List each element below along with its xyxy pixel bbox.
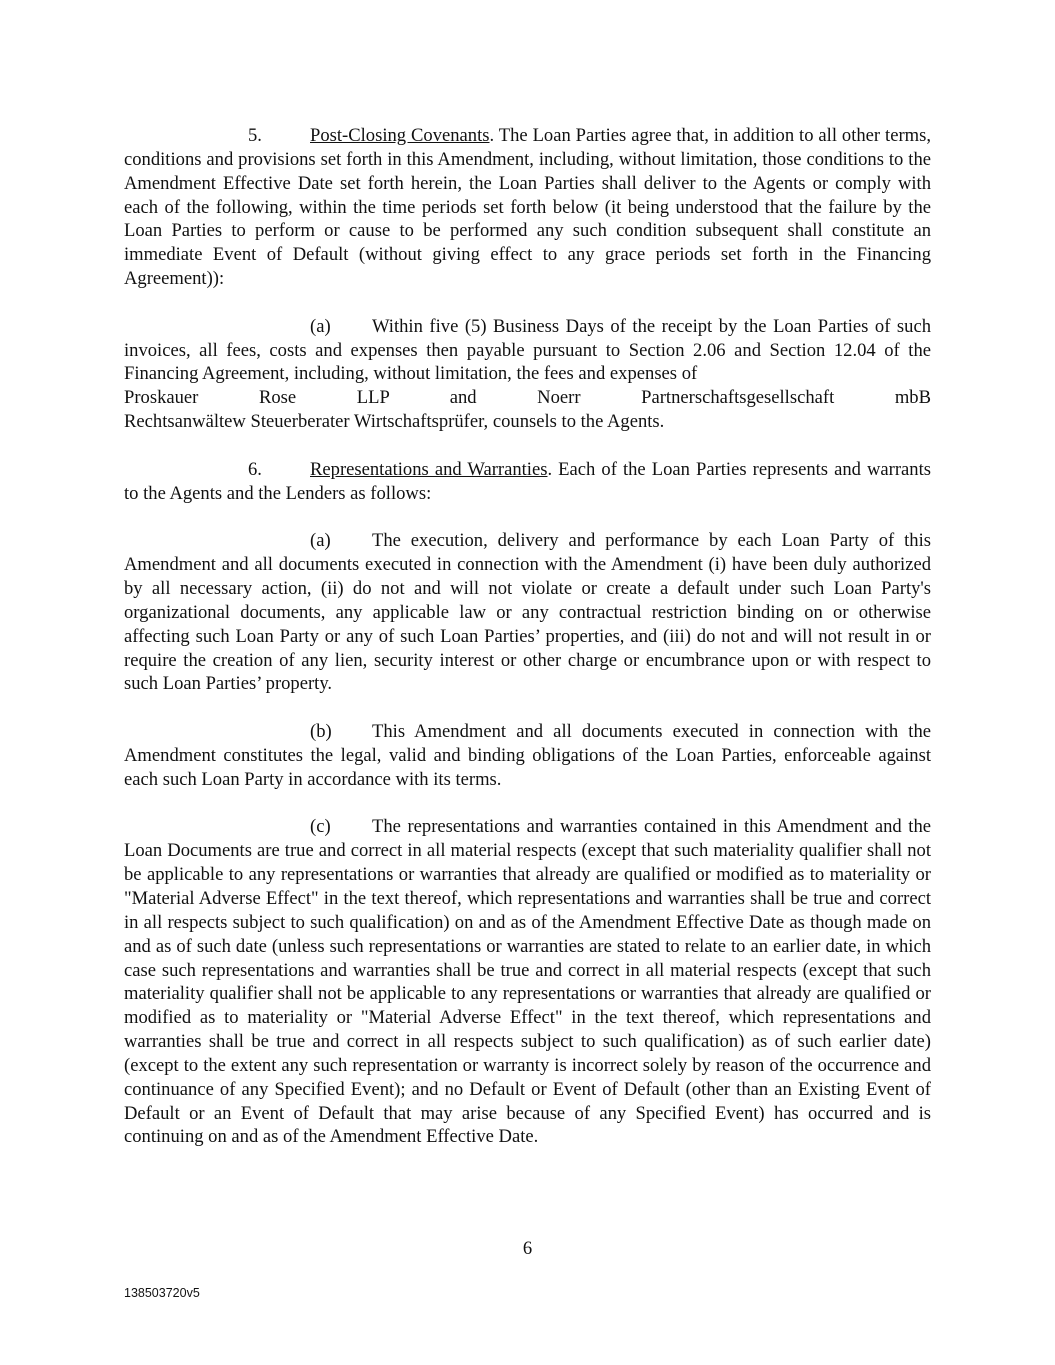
section-5-heading: Post-Closing Covenants [310, 125, 490, 146]
section-6-number: 6. [248, 458, 262, 480]
section-6-paragraph [124, 458, 931, 506]
document-body [124, 124, 931, 1149]
section-5-paragraph [124, 124, 931, 291]
section-5-text: . The Loan Parties agree that, in addition to all other terms, conditions and provisions set forth in this Amendment, including, without limitation, those conditions to the Amendment Effective Date set forth herein, the Loan Parties shall deliver to the Agents or comply with each of the following, within the time periods set forth below (it being understood that the failure by the Loan Parties to perform or cause to be performed any such condition subsequent shall constitute an immediate Event of Default (without giving effect to any grace periods set forth in the Financing Agreement)): [124, 125, 931, 290]
section-6-text: . Each of the Loan Parties represents and warrants to the Agents and the Lenders as follows: [124, 458, 932, 504]
section-6c-paragraph [124, 815, 931, 1149]
section-5a-counsel-names: Proskauer Rose LLP and Noerr Partnerschaftsgesellschaft mbB [124, 387, 931, 409]
section-6a-label: (a) [310, 530, 331, 552]
section-5-number: 5. [248, 125, 262, 146]
section-5a-label: (a) [310, 315, 331, 337]
document-id: 138503720v5 [124, 1286, 200, 1300]
section-5a-text-end: Rechtsanwältew Steuerberater Wirtschaftsprüfer, counsels to the Agents. [124, 411, 665, 433]
page-number: 6 [522, 1238, 533, 1259]
section-6c-text: The representations and warranties contained in this Amendment and the Loan Documents are true and correct in all material respects (except that such materiality qualifier shall not be applicable to any representations or warranties that already are qualified or modified as to materiality or "Material Adverse Effect" in the text thereof, which representations and warranties shall be true and correct in all respects subject to such qualification) on and as of the Amendment Effective Date as though made on and as of such date (unless such representations or warranties are stated to relate to an earlier date, in which case such representations and warranties shall be true and correct in all material respects (except that such materiality qualifier shall not be applicable to any representations or warranties that already are qualified or modified as to materiality or "Material Adverse Effect" in the text thereof, which representations and warranties shall be true and correct in all respects subject to such qualification) as of such earlier date) (except to the extent any such representation or warranty is incorrect solely by reason of the occurrence and continuance of any Specified Event); and no Default or Event of Default (other than an Existing Event of Default or an Event of Default that may arise because of any Specified Event) has occurred and is continuing on and as of the Amendment Effective Date. [124, 816, 931, 1148]
section-6c-label: (c) [310, 816, 331, 838]
section-5a-text-start: Within five (5) Business Days of the receipt by the Loan Parties of such invoices, all fees, costs and expenses then payable pursuant to Section 2.06 and Section 12.04 of the Financing Agreement, including, without limitation, the fees and expenses of [124, 315, 931, 385]
section-6b-label: (b) [310, 721, 332, 743]
section-6-heading: Representations and Warranties [310, 458, 548, 480]
section-6b-text: This Amendment and all documents executed in connection with the Amendment constitutes the legal, valid and binding obligations of the Loan Parties, enforceable against each such Loan Party in accordance with its terms. [124, 721, 931, 790]
section-6a-text: The execution, delivery and performance by each Loan Party of this Amendment and all documents executed in connection with the Amendment (i) have been duly authorized by all necessary action, (ii) do not and will not violate or create a default under such Loan Party's organizational documents, any applicable law or any contractual restriction binding on or otherwise affecting such Loan Party or any of such Loan Parties’ properties, and (iii) do not and will not result in or require the creation of any lien, security interest or other charge or encumbrance upon or with respect to such Loan Parties’ property. [124, 530, 931, 695]
section-6a-paragraph [124, 529, 931, 696]
section-6b-paragraph [124, 720, 931, 792]
section-5a-paragraph [124, 315, 931, 434]
